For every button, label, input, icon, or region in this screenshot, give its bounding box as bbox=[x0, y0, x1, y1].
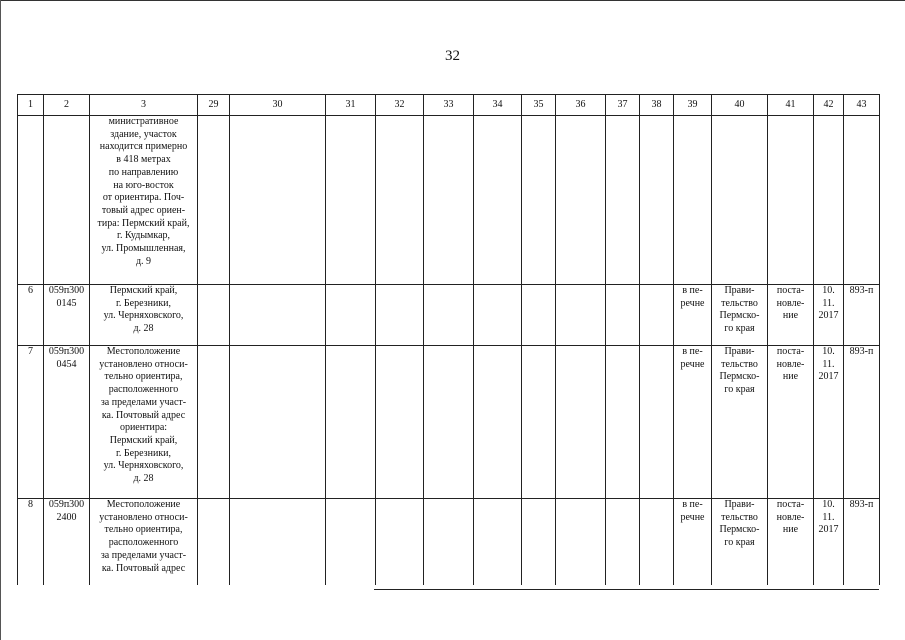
cell-empty bbox=[606, 285, 640, 346]
text-line: поста- bbox=[776, 285, 805, 296]
column-header: 36 bbox=[556, 95, 606, 116]
cell-empty bbox=[474, 285, 522, 346]
column-header: 42 bbox=[814, 95, 844, 116]
cell-num bbox=[18, 116, 44, 285]
cell-num: 8 bbox=[18, 499, 44, 586]
cell-col42 bbox=[814, 499, 844, 586]
cell-address bbox=[90, 346, 198, 499]
column-header: 30 bbox=[230, 95, 326, 116]
text-line: тельство bbox=[721, 511, 758, 523]
text-line: ние bbox=[782, 524, 799, 536]
text-line: в 418 метрах bbox=[116, 154, 171, 166]
text-line: Пермско- bbox=[719, 371, 760, 383]
cell-empty bbox=[326, 346, 376, 499]
bottom-rule bbox=[374, 589, 879, 590]
column-header: 39 bbox=[674, 95, 712, 116]
cell-empty bbox=[198, 499, 230, 586]
cell-empty bbox=[230, 346, 326, 499]
column-header: 1 bbox=[18, 95, 44, 116]
text-line: ние bbox=[782, 371, 799, 383]
cell-empty bbox=[522, 346, 556, 499]
cell-empty bbox=[522, 499, 556, 586]
text-line: д. 28 bbox=[133, 323, 154, 335]
text-line: новле- bbox=[776, 358, 805, 370]
text-line: здание, участок bbox=[110, 128, 177, 140]
text-line: Пермско- bbox=[719, 524, 760, 536]
text-line: Местоположение bbox=[106, 499, 181, 510]
cell-empty bbox=[376, 499, 424, 586]
text-line: д. 9 bbox=[135, 255, 152, 267]
column-header: 43 bbox=[844, 95, 880, 116]
cell-empty bbox=[556, 499, 606, 586]
text-line: го края bbox=[724, 323, 755, 335]
column-header: 35 bbox=[522, 95, 556, 116]
cell-empty bbox=[424, 285, 474, 346]
cell-col41 bbox=[768, 346, 814, 499]
text-line: 059п300 bbox=[48, 499, 85, 510]
text-line: ориентира: bbox=[119, 422, 168, 434]
text-line: тельство bbox=[721, 297, 758, 309]
table-row bbox=[18, 346, 880, 499]
text-line: находится примерно bbox=[99, 141, 188, 153]
text-line: расположенного bbox=[108, 537, 179, 549]
cell-empty bbox=[326, 285, 376, 346]
text-line: тельно ориентира, bbox=[104, 524, 183, 536]
cell-empty bbox=[640, 346, 674, 499]
column-header: 38 bbox=[640, 95, 674, 116]
text-line: 0454 bbox=[56, 358, 77, 370]
column-header: 31 bbox=[326, 95, 376, 116]
cell-empty bbox=[556, 285, 606, 346]
cell-empty bbox=[640, 285, 674, 346]
text-line: г. Березники, bbox=[115, 297, 172, 309]
text-line: 10. bbox=[822, 499, 835, 510]
cell-empty bbox=[198, 346, 230, 499]
text-line: установлено относи- bbox=[99, 511, 188, 523]
text-line: расположенного bbox=[108, 384, 179, 396]
text-line: за пределами участ- bbox=[100, 396, 187, 408]
cell-col43: 893-п bbox=[844, 346, 880, 499]
text-line: речне bbox=[680, 358, 705, 370]
cell-empty bbox=[198, 285, 230, 346]
cell-num: 6 bbox=[18, 285, 44, 346]
text-line: Прави- bbox=[724, 499, 755, 510]
text-line: в пе- bbox=[682, 285, 703, 296]
text-line: в пе- bbox=[682, 499, 703, 510]
cell-empty bbox=[376, 346, 424, 499]
text-line: ул. Черняховского, bbox=[103, 460, 184, 472]
cell-empty bbox=[640, 499, 674, 586]
cell-empty bbox=[474, 499, 522, 586]
column-header: 37 bbox=[606, 95, 640, 116]
cell-empty bbox=[522, 285, 556, 346]
text-line: на юго-восток bbox=[113, 179, 174, 191]
column-header: 29 bbox=[198, 95, 230, 116]
text-line: д. 28 bbox=[133, 473, 154, 485]
text-line: 059п300 bbox=[48, 346, 85, 357]
text-line: товый адрес ориен- bbox=[101, 204, 186, 216]
cell-code bbox=[44, 499, 90, 586]
cell-empty bbox=[376, 285, 424, 346]
cell-col40 bbox=[712, 346, 768, 499]
text-line: тельно ориентира, bbox=[104, 371, 183, 383]
text-line: за пределами участ- bbox=[100, 549, 187, 561]
text-line: Прави- bbox=[724, 285, 755, 296]
column-header: 3 bbox=[90, 95, 198, 116]
cell-col40 bbox=[712, 499, 768, 586]
text-line: 11. bbox=[822, 297, 835, 309]
text-line: по направлению bbox=[108, 166, 179, 178]
column-header: 41 bbox=[768, 95, 814, 116]
text-line: го края bbox=[724, 384, 755, 396]
text-line: г. Березники, bbox=[115, 447, 172, 459]
cell-empty bbox=[424, 499, 474, 586]
table-row bbox=[18, 285, 880, 346]
text-line: 11. bbox=[822, 358, 835, 370]
page-number: 32 bbox=[445, 48, 460, 64]
text-line: новле- bbox=[776, 297, 805, 309]
cell-empty bbox=[424, 346, 474, 499]
cell-col41 bbox=[768, 285, 814, 346]
cell-col39 bbox=[674, 285, 712, 346]
text-line: установлено относи- bbox=[99, 358, 188, 370]
header-row bbox=[18, 95, 880, 116]
text-line: 11. bbox=[822, 511, 835, 523]
text-line: Пермский край, bbox=[109, 285, 178, 296]
page-left-edge bbox=[0, 0, 1, 640]
text-line: го края bbox=[724, 537, 755, 549]
cell-col43: 893-п bbox=[844, 499, 880, 586]
text-line: тельство bbox=[721, 358, 758, 370]
text-line: новле- bbox=[776, 511, 805, 523]
column-header: 40 bbox=[712, 95, 768, 116]
cell-col42 bbox=[814, 285, 844, 346]
text-line: ка. Почтовый адрес bbox=[101, 562, 186, 574]
text-line: речне bbox=[680, 297, 705, 309]
cell-empty bbox=[556, 346, 606, 499]
column-header: 33 bbox=[424, 95, 474, 116]
text-line: 10. bbox=[822, 346, 835, 357]
text-line: 059п300 bbox=[48, 285, 85, 296]
cell-code bbox=[44, 116, 90, 285]
text-line: 0145 bbox=[56, 297, 77, 309]
text-line: ка. Почтовый адрес bbox=[101, 409, 186, 421]
cell-empty bbox=[606, 346, 640, 499]
cell-code bbox=[44, 346, 90, 499]
text-line: от ориентира. Поч- bbox=[102, 192, 185, 204]
text-line: 2017 bbox=[818, 371, 839, 383]
cell-col42 bbox=[814, 346, 844, 499]
cell-address bbox=[90, 499, 198, 586]
text-line: ул. Черняховского, bbox=[103, 310, 184, 322]
cell-empty bbox=[326, 499, 376, 586]
cell-col41 bbox=[768, 499, 814, 586]
text-line: министративное bbox=[108, 116, 179, 127]
cell-col39 bbox=[674, 346, 712, 499]
text-line: 2400 bbox=[56, 511, 77, 523]
text-line: Пермско- bbox=[719, 310, 760, 322]
register-table bbox=[17, 94, 880, 585]
page-top-edge bbox=[0, 0, 905, 1]
text-line: поста- bbox=[776, 346, 805, 357]
text-line: Местоположение bbox=[106, 346, 181, 357]
cell-code bbox=[44, 285, 90, 346]
text-line: 2017 bbox=[818, 310, 839, 322]
table-row-continuation bbox=[18, 116, 880, 285]
cell-empty bbox=[474, 346, 522, 499]
cell-col39 bbox=[674, 499, 712, 586]
text-line: ние bbox=[782, 310, 799, 322]
text-line: тира: Пермский край, bbox=[97, 217, 190, 229]
text-line: ул. Промышленная, bbox=[101, 243, 186, 255]
column-header: 34 bbox=[474, 95, 522, 116]
cell-empty bbox=[230, 285, 326, 346]
table-row bbox=[18, 499, 880, 586]
column-header: 2 bbox=[44, 95, 90, 116]
cell-col43: 893-п bbox=[844, 285, 880, 346]
text-line: 2017 bbox=[818, 524, 839, 536]
cell-col40 bbox=[712, 285, 768, 346]
cell-address bbox=[90, 285, 198, 346]
cell-address bbox=[90, 116, 198, 285]
text-line: Прави- bbox=[724, 346, 755, 357]
text-line: г. Кудымкар, bbox=[116, 230, 171, 242]
text-line: поста- bbox=[776, 499, 805, 510]
cell-empty bbox=[230, 499, 326, 586]
text-line: в пе- bbox=[682, 346, 703, 357]
text-line: речне bbox=[680, 511, 705, 523]
column-header: 32 bbox=[376, 95, 424, 116]
text-line: Пермский край, bbox=[109, 434, 178, 446]
text-line: 10. bbox=[822, 285, 835, 296]
cell-num: 7 bbox=[18, 346, 44, 499]
cell-empty bbox=[606, 499, 640, 586]
